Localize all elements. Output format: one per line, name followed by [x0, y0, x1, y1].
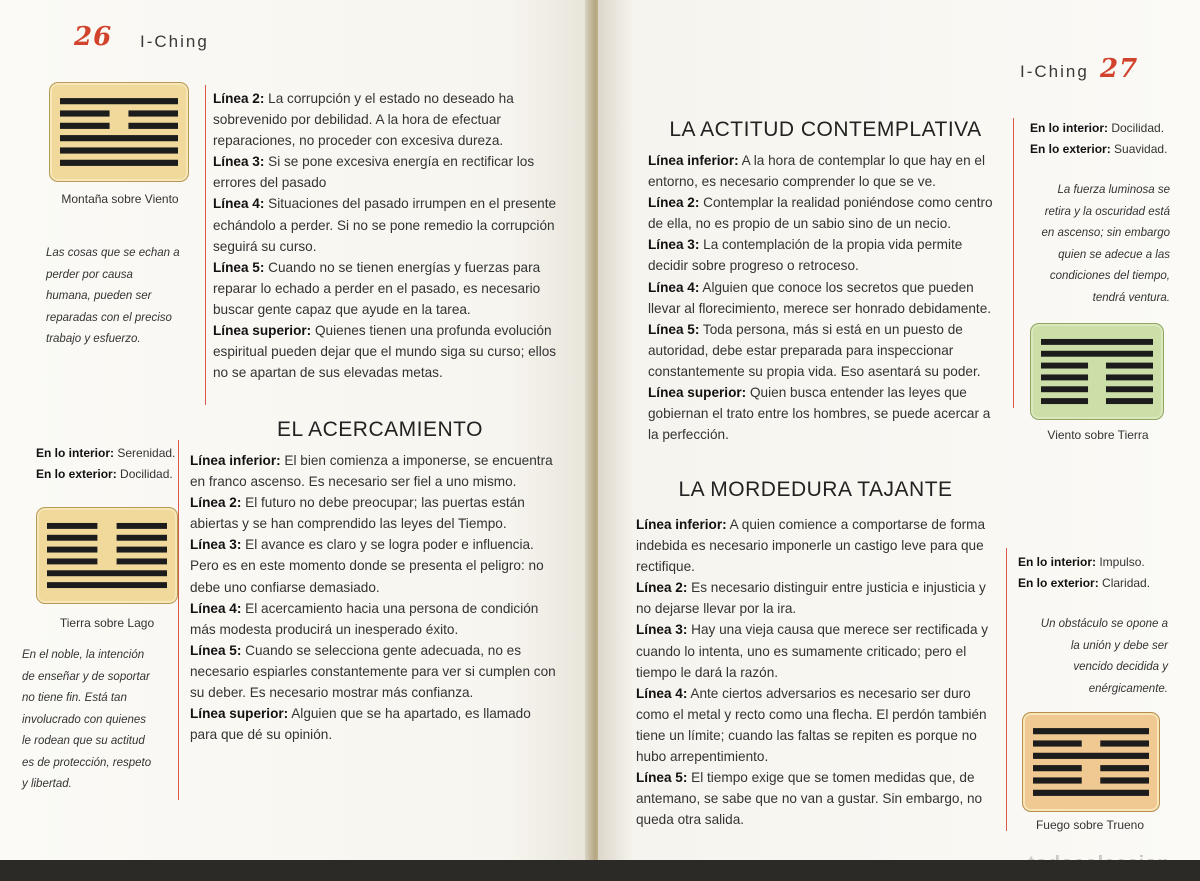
line-entry — [636, 577, 996, 619]
hexagram-tierra-sobre-lago — [36, 507, 178, 604]
line-entry — [190, 598, 556, 640]
hexagram-line-broken — [47, 535, 97, 541]
line-text: Hay una vieja causa que merece ser rectificada y cuando lo intenta, uno es sumamente criticado; pero el tiempo le dará la razón. — [636, 622, 989, 680]
hexagram-line-broken — [60, 123, 110, 129]
hexagram-line-broken — [1033, 740, 1082, 746]
line-entry — [190, 534, 556, 597]
hexagram-line-broken — [1041, 386, 1088, 392]
right-page — [598, 0, 1200, 881]
hexagram-lines — [50, 83, 188, 181]
hexagram-line-broken — [128, 123, 178, 129]
line-text: Toda persona, más si está en un puesto de autoridad, debe estar preparada para inspeccionar constantemente su propia vida. Eso asentará su poder. — [648, 321, 981, 379]
hexagram-line-broken — [1041, 363, 1088, 369]
line-entry — [648, 234, 1003, 276]
line-entry — [648, 277, 1003, 319]
hexagram-line-broken — [1106, 386, 1153, 392]
note-line: es de protección, respeto — [22, 756, 152, 769]
line-text: El tiempo exige que se tomen medidas que, de antemano, se sabe que no van a gustar. Sin embargo, no queda otra salida. — [636, 770, 983, 828]
line-label: Línea inferior: — [636, 517, 727, 532]
note-line: En el noble, la intención — [22, 649, 145, 661]
note-line: Las cosas que se echan a — [46, 247, 180, 259]
margin-note — [1003, 614, 1168, 700]
line-label: Línea 4: — [213, 196, 265, 212]
line-text: La contemplación de la propia vida permite decidir sobre progreso o retroceso. — [648, 237, 963, 274]
outer-label: En lo exterior: — [36, 467, 117, 481]
hexagram-line-broken — [1041, 398, 1088, 404]
hexagram-lines — [37, 508, 177, 603]
line-label: Línea inferior: — [190, 453, 281, 468]
page-number: 26 — [74, 22, 113, 52]
note-line: le rodean que su actitud — [22, 735, 145, 747]
line-label: Línea 5: — [213, 259, 265, 275]
note-line: enérgicamente. — [1088, 682, 1168, 695]
note-line: retira y la oscuridad está — [1044, 205, 1170, 218]
inner-value: Impulso. — [1099, 555, 1145, 569]
hexagram-lines — [1023, 713, 1159, 811]
hexagram-line-broken — [1106, 374, 1153, 380]
line-entry — [648, 150, 1003, 192]
trigram-attributes — [1030, 118, 1180, 160]
line-label: Línea superior: — [213, 323, 312, 339]
hexagram-caption: Tierra sobre Lago — [59, 616, 155, 630]
line-label: Línea superior: — [190, 706, 289, 722]
hexagram-line-solid — [1033, 728, 1149, 734]
inner-label: En lo interior: — [1030, 121, 1108, 135]
hexagram-line-solid — [47, 570, 167, 576]
line-text: El bien comienza a imponerse, se encuentra en franco ascenso. Es necesario ser fiel a uno mismo. — [190, 453, 553, 490]
line-text: El avance es claro y se logra poder e influencia. Pero es en este momento donde se presenta el peligro: no debe uno confiarse demasiado. — [190, 537, 544, 595]
line-entry — [636, 619, 996, 682]
line-text: Situaciones del pasado irrumpen en el presente echándolo a perder. Si no se pone remedio la corrupción seguirá su curso. — [213, 196, 557, 254]
hexagram-line-solid — [1033, 790, 1149, 796]
note-line: tendrá ventura. — [1092, 291, 1170, 304]
hexagram-line-broken — [1033, 777, 1082, 783]
outer-value: Suavidad. — [1114, 142, 1168, 156]
line-text: A la hora de contemplar lo que hay en el entorno, es necesario comprender lo que se ve. — [648, 153, 986, 190]
hexagram-line-broken — [1100, 777, 1149, 783]
page-number: 27 — [1100, 54, 1139, 84]
hexagram-line-solid — [47, 582, 167, 588]
hexagram-line-broken — [47, 558, 97, 564]
line-label: Línea 3: — [648, 237, 700, 253]
line-entry — [648, 192, 1003, 234]
line-text: Cuando no se tienen energías y fuerzas para reparar lo echado a perder en el pasado, es necesario buscar gente capaz que ayude en la tarea. — [213, 259, 541, 317]
line-text: El futuro no debe preocupar; las puertas están abiertas y se han comprendido las leyes del Tiempo. — [190, 495, 525, 532]
outer-label: En lo exterior: — [1018, 576, 1099, 590]
line-entry — [213, 151, 568, 193]
hexagram-montana-sobre-viento — [49, 82, 189, 182]
line-text: La corrupción y el estado no deseado ha sobrevenido por debilidad. A la hora de efectuar reparaciones, no proceder con excesiva dureza. — [213, 91, 514, 149]
hexagram-line-broken — [1100, 740, 1149, 746]
text-column — [213, 88, 568, 383]
outer-value: Docilidad. — [120, 467, 173, 481]
margin-note — [46, 243, 196, 351]
hexagram-lines — [1031, 324, 1163, 419]
hexagram-caption: Fuego sobre Trueno — [1035, 818, 1145, 832]
line-label: Línea inferior: — [648, 153, 739, 168]
line-text: Es necesario distinguir entre justicia e injusticia y no dejarse llevar por la ira. — [636, 580, 986, 617]
hexagram-line-broken — [117, 535, 167, 541]
hexagram-viento-sobre-tierra — [1030, 323, 1164, 420]
note-line: la unión y debe ser — [1070, 639, 1168, 652]
line-label: Línea 2: — [636, 580, 688, 596]
hexagram-line-solid — [60, 135, 178, 141]
bottom-edge — [0, 860, 1200, 881]
line-label: Línea 2: — [190, 495, 242, 511]
line-entry — [190, 492, 556, 534]
note-line: humana, pueden ser — [46, 290, 152, 302]
hexagram-line-solid — [1041, 339, 1153, 345]
line-text: Ante ciertos adversarios es necesario ser duro como el metal y recto como una flecha. El perdón también tiene un límite; cuando las faltas se repiten es porque no hubo arrepentimiento. — [636, 685, 987, 765]
outer-value: Claridad. — [1102, 576, 1151, 590]
hexagram-line-broken — [1100, 765, 1149, 771]
hexagram-line-solid — [60, 98, 178, 104]
note-line: no tiene fin. Está tan — [22, 692, 127, 704]
hexagram-line-broken — [60, 110, 110, 116]
note-line: condiciones del tiempo, — [1049, 270, 1170, 282]
note-line: quien se adecue a las — [1058, 248, 1170, 261]
line-entry — [213, 320, 568, 383]
hexagram-caption: Viento sobre Tierra — [1047, 428, 1149, 442]
note-line: reparadas con el preciso — [46, 311, 172, 324]
line-entry — [648, 319, 1003, 382]
line-label: Línea 2: — [648, 195, 700, 211]
trigram-attributes — [36, 443, 186, 485]
line-entry — [190, 703, 556, 745]
text-column — [636, 514, 996, 830]
margin-note — [1000, 180, 1170, 309]
line-label: Línea 2: — [213, 91, 265, 106]
line-label: Línea 3: — [213, 154, 265, 170]
margin-note — [22, 645, 172, 796]
line-text: Contemplar la realidad poniéndose como centro de ella, no es propio de un sabio sino de un necio. — [648, 195, 993, 232]
line-text: El acercamiento hacia una persona de condición más modesta producirá un inesperado éxito. — [190, 600, 539, 637]
line-entry — [636, 767, 996, 830]
trigram-attributes — [1018, 552, 1178, 594]
note-line: perder por causa — [46, 268, 133, 281]
note-line: y libertad. — [22, 778, 72, 790]
hexagram-line-solid — [1041, 351, 1153, 357]
line-label: Línea 5: — [190, 642, 242, 658]
note-line: Un obstáculo se opone a — [1040, 618, 1168, 630]
line-text: Quienes tienen una profunda evolución espiritual pueden dejar que el mundo siga su curso; ellos no se apartan de sus elevadas metas. — [213, 323, 557, 381]
hexagram-line-broken — [117, 547, 167, 553]
line-text: Alguien que conoce los secretos que pueden llevar al florecimiento, merece ser honrado debidamente. — [648, 279, 992, 316]
note-line: vencido decidida y — [1073, 661, 1168, 673]
line-entry — [636, 514, 996, 577]
column-rule — [178, 440, 179, 800]
note-line: trabajo y esfuerzo. — [46, 333, 141, 345]
hexagram-line-broken — [47, 547, 97, 553]
inner-value: Docilidad. — [1111, 121, 1165, 135]
line-label: Línea superior: — [648, 385, 747, 401]
hexagram-line-broken — [1033, 765, 1082, 771]
line-entry — [213, 257, 568, 320]
hexagram-line-broken — [1106, 398, 1153, 404]
section-title: LA MORDEDURA TAJANTE — [678, 478, 953, 501]
hexagram-line-broken — [47, 523, 97, 529]
inner-label: En lo interior: — [1018, 555, 1096, 569]
hexagram-line-broken — [1106, 363, 1153, 369]
line-label: Línea 3: — [636, 622, 688, 638]
line-text: Cuando se selecciona gente adecuada, no es necesario espiarles constantemente para ver si cumplen con su deber. Es necesario mostrar más confianza. — [190, 642, 556, 701]
line-entry — [213, 88, 568, 151]
line-entry — [190, 640, 556, 703]
line-label: Línea 4: — [636, 685, 688, 701]
line-label: Línea 5: — [648, 321, 700, 337]
note-line: en ascenso; sin embargo — [1041, 227, 1170, 239]
column-rule — [205, 85, 206, 405]
line-entry — [648, 382, 1003, 445]
line-text: A quien comience a comportarse de forma indebida es necesario imponerle un castigo leve para que rectifique. — [636, 517, 986, 575]
line-label: Línea 4: — [648, 279, 700, 295]
line-label: Línea 4: — [190, 600, 242, 616]
running-head: I-Ching — [1020, 62, 1089, 81]
text-column — [648, 150, 1003, 445]
note-line: La fuerza luminosa se — [1057, 184, 1170, 196]
hexagram-line-solid — [60, 147, 178, 153]
note-line: involucrado con quienes — [22, 713, 147, 726]
hexagram-line-broken — [117, 523, 167, 529]
hexagram-line-broken — [1041, 374, 1088, 380]
hexagram-caption: Montaña sobre Viento — [61, 192, 179, 206]
hexagram-line-solid — [60, 160, 178, 166]
inner-label: En lo interior: — [36, 446, 114, 460]
hexagram-line-broken — [128, 110, 178, 116]
line-text: Quien busca entender las leyes que gobiernan el trato entre los hombres, se puede acercar a la perfección. — [648, 385, 991, 443]
line-text: Alguien que se ha apartado, es llamado para que dé su opinión. — [190, 706, 531, 743]
hexagram-line-broken — [117, 558, 167, 564]
section-title: LA ACTITUD CONTEMPLATIVA — [669, 118, 982, 141]
line-entry — [213, 193, 568, 256]
line-label: Línea 3: — [190, 537, 242, 553]
hexagram-line-solid — [1033, 753, 1149, 759]
line-entry — [636, 683, 996, 767]
inner-value: Serenidad. — [117, 446, 176, 460]
line-text: Si se pone excesiva energía en rectificar los errores del pasado — [213, 154, 535, 191]
section-title: EL ACERCAMIENTO — [277, 418, 483, 441]
running-head: I-Ching — [140, 32, 209, 51]
left-page — [0, 0, 598, 881]
hexagram-fuego-sobre-trueno — [1022, 712, 1160, 812]
text-column — [190, 450, 556, 745]
outer-label: En lo exterior: — [1030, 142, 1111, 156]
line-label: Línea 5: — [636, 770, 688, 786]
note-line: de enseñar y de soportar — [22, 670, 150, 683]
line-entry — [190, 450, 556, 492]
